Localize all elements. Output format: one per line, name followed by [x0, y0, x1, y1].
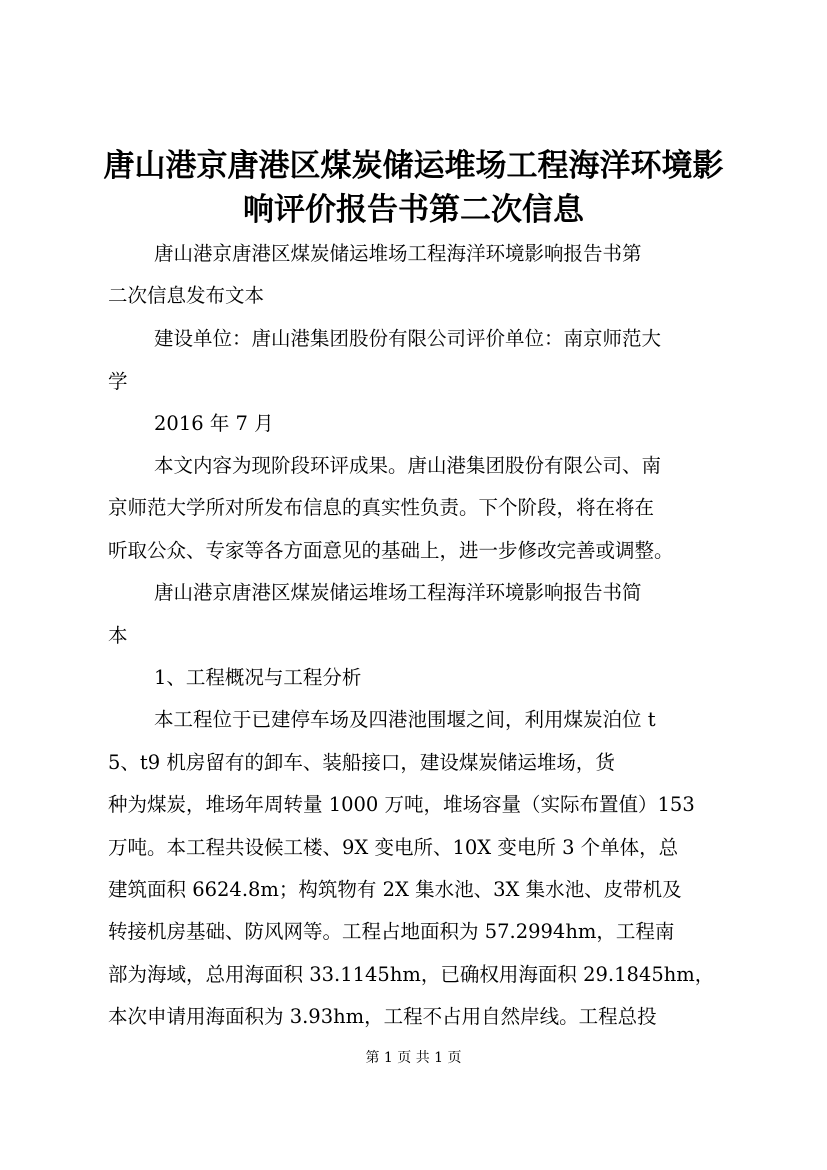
- body-line: 种为煤炭，堆场年周转量 1000 万吨，堆场容量（实际布置值）153: [108, 793, 695, 816]
- body-line: 建设单位：唐山港集团股份有限公司评价单位：南京师范大: [154, 327, 662, 350]
- body-line: 京师范大学所对所发布信息的真实性负责。下个阶段，将在将在: [108, 496, 655, 519]
- date-line: 2016 年 7 月: [154, 412, 274, 435]
- body-line: 本工程位于已建停车场及四港池围堰之间，利用煤炭泊位 t: [154, 708, 656, 731]
- body-line: 万吨。本工程共设候工楼、9X 变电所、10X 变电所 3 个单体，总: [108, 836, 679, 859]
- body-line: 本文内容为现阶段环评成果。唐山港集团股份有限公司、南: [154, 454, 662, 477]
- body-line: 本: [108, 624, 128, 647]
- body-line: 唐山港京唐港区煤炭储运堆场工程海洋环境影响报告书简: [154, 581, 642, 604]
- body-line: 本次申请用海面积为 3.93hm，工程不占用自然岸线。工程总投: [108, 1005, 657, 1028]
- document-title-line-1: 唐山港京唐港区煤炭储运堆场工程海洋环境影: [103, 148, 724, 184]
- body-line: 二次信息发布文本: [108, 284, 265, 307]
- body-line: 听取公众、专家等各方面意见的基础上，进一步修改完善或调整。: [108, 539, 674, 562]
- body-line: 5、t9 机房留有的卸车、装船接口，建设煤炭储运堆场，货: [108, 751, 615, 774]
- body-line: 转接机房基础、防风网等。工程占地面积为 57.2994hm，工程南: [108, 920, 675, 943]
- document-title-line-2: 响评价报告书第二次信息: [243, 192, 584, 228]
- body-line: 学: [108, 370, 128, 393]
- body-line: 唐山港京唐港区煤炭储运堆场工程海洋环境影响报告书第: [154, 242, 642, 265]
- section-heading: 1、工程概况与工程分析: [154, 666, 362, 689]
- page-footer: 第 1 页 共 1 页: [365, 1050, 462, 1066]
- body-line: 部为海域，总用海面积 33.1145hm，已确权用海面积 29.1845hm，: [108, 963, 715, 986]
- body-line: 建筑面积 6624.8m；构筑物有 2X 集水池、3X 集水池、皮带机及: [108, 878, 682, 901]
